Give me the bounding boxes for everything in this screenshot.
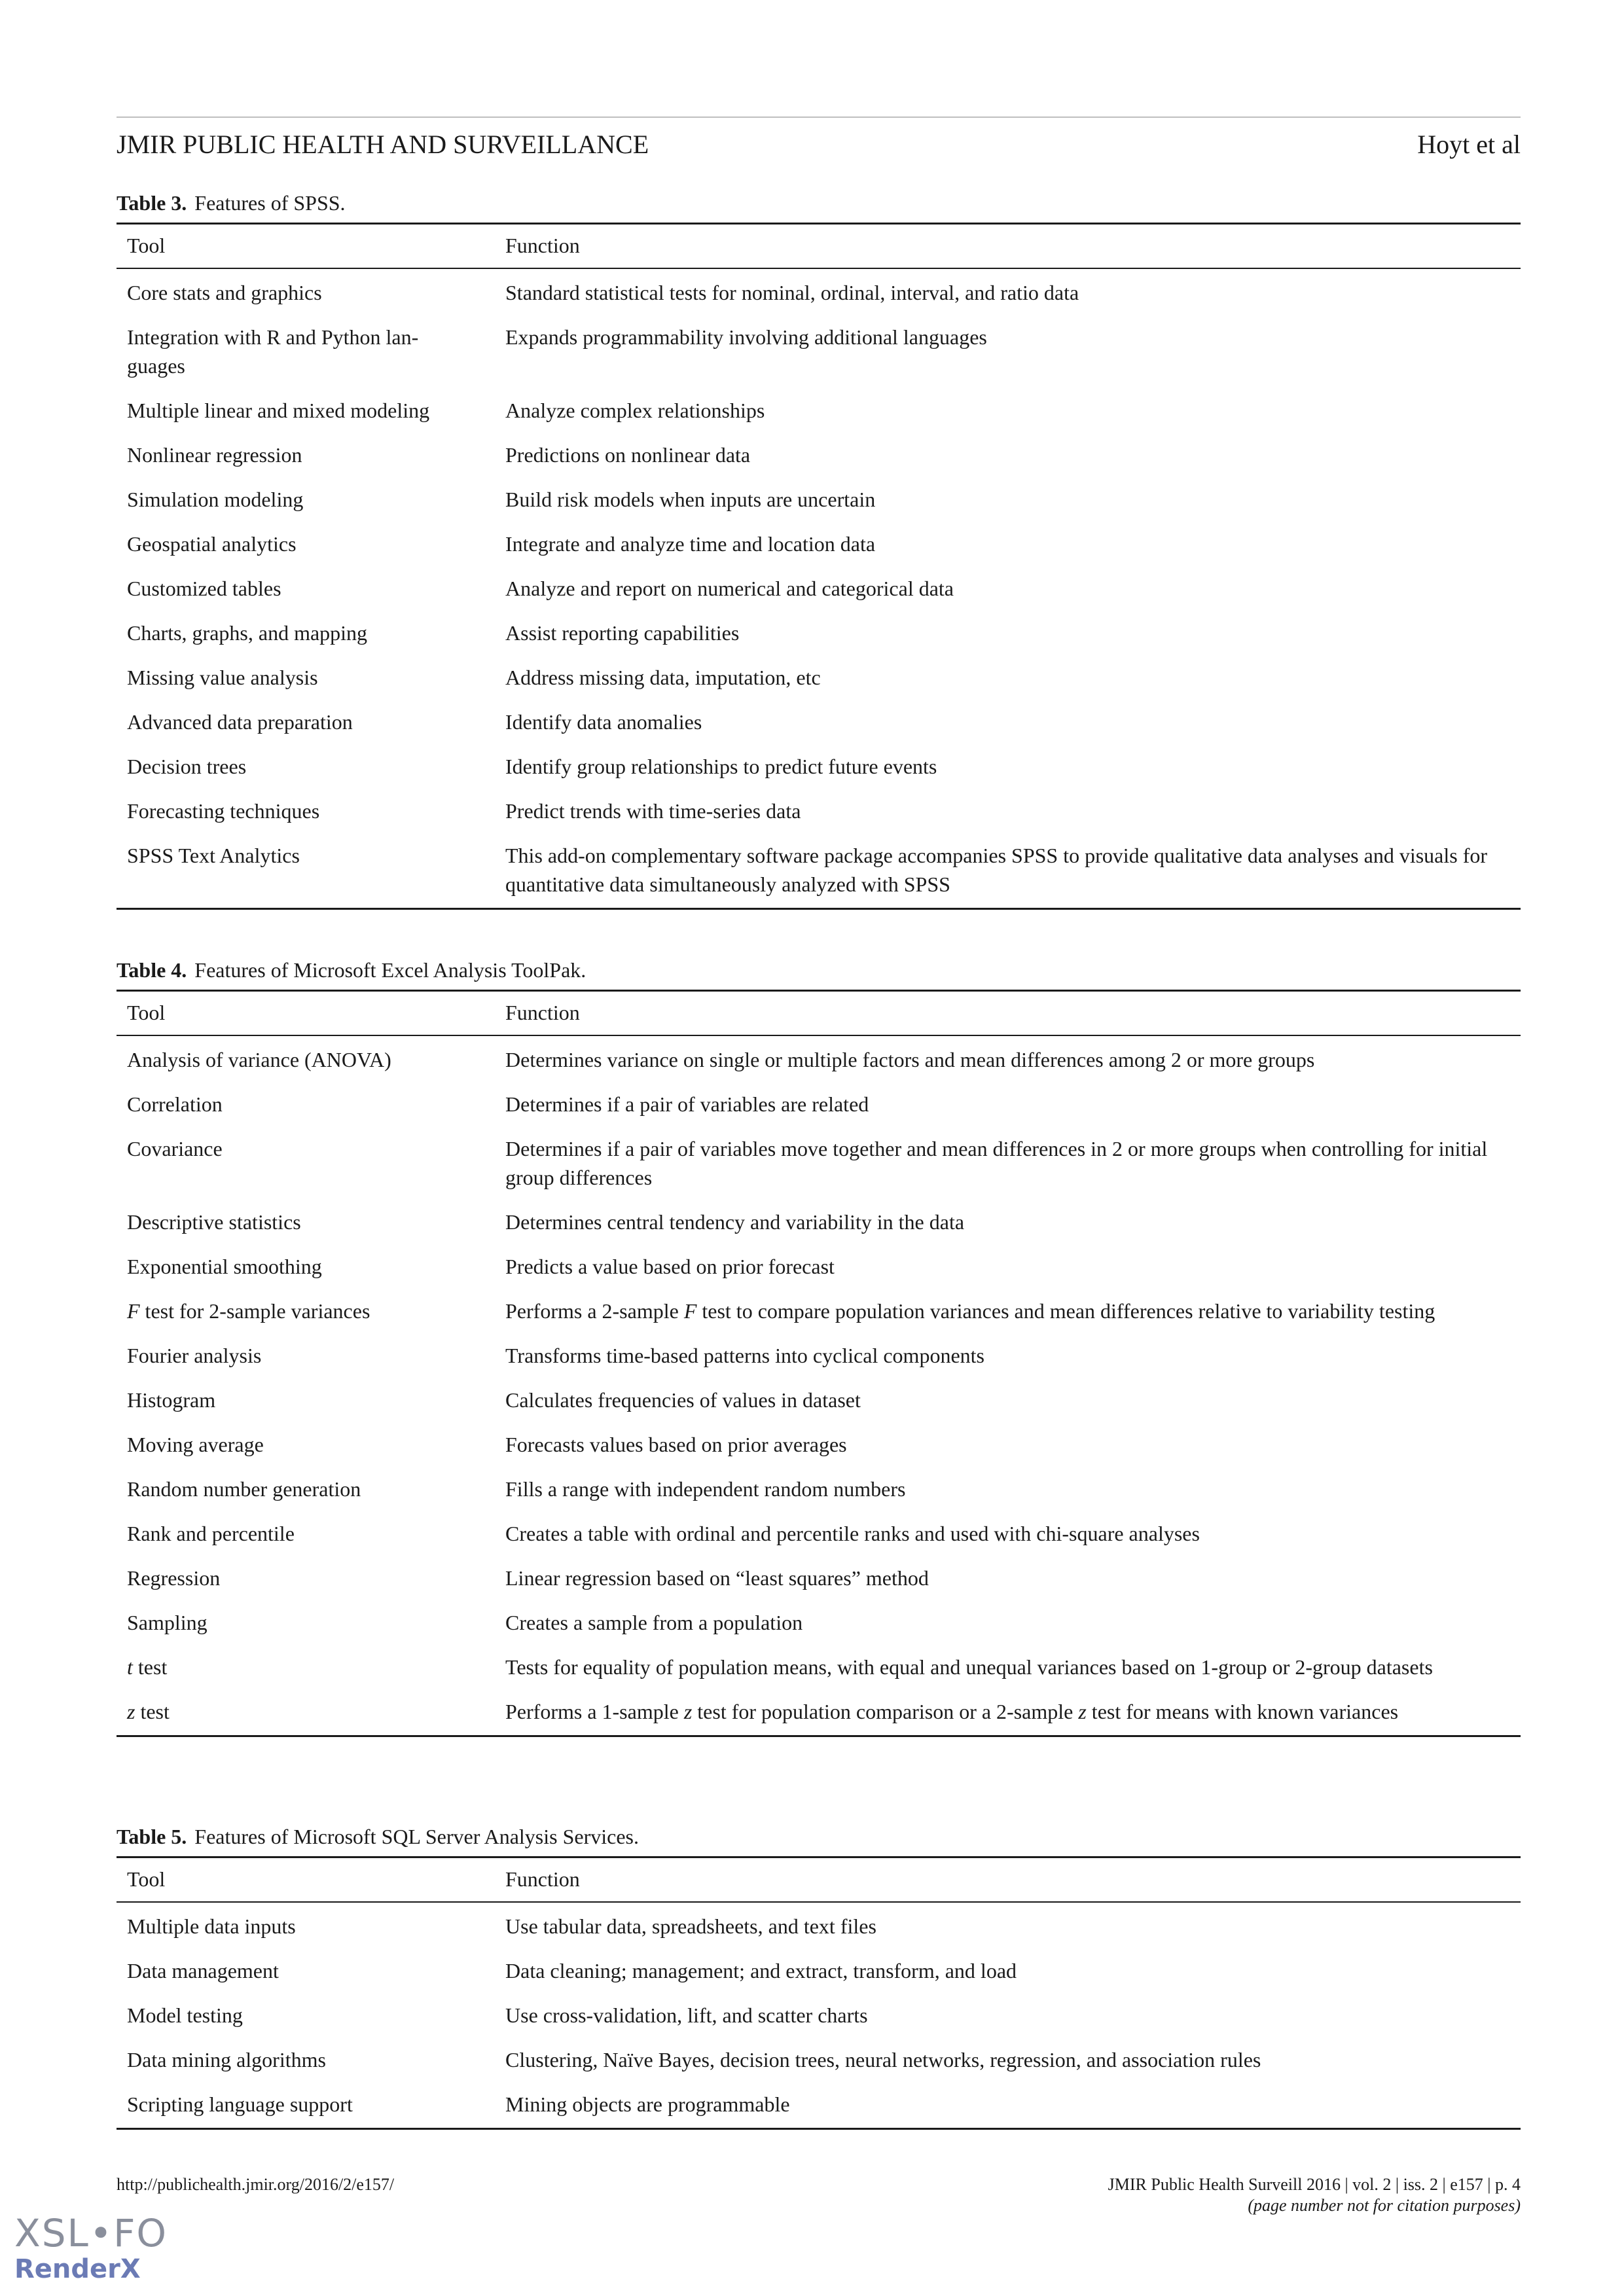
function-cell: Predicts a value based on prior forecast — [505, 1255, 835, 1278]
column-header-function: Function — [495, 224, 1521, 269]
table-row — [117, 1422, 1521, 1467]
table-row — [117, 268, 1521, 315]
table-row — [117, 1689, 1521, 1736]
table-row — [117, 1902, 1521, 1948]
tool-cell: Descriptive statistics — [127, 1210, 301, 1234]
table-row — [117, 1035, 1521, 1082]
table-row — [117, 477, 1521, 522]
tool-cell: Correlation — [127, 1092, 223, 1116]
table-row — [117, 744, 1521, 789]
function-cell: Address missing data, imputation, etc — [505, 666, 821, 689]
function-cell: Determines if a pair of variables are related — [505, 1092, 869, 1116]
table-label: Table 5. — [117, 1825, 187, 1848]
tool-cell: Core stats and graphics — [127, 281, 322, 304]
column-header-tool: Tool — [117, 224, 495, 269]
citation-line: JMIR Public Health Surveill 2016 | vol. 2 | iss. 2 | e157 | p. 4 — [1108, 2175, 1521, 2194]
table-row — [117, 388, 1521, 433]
table-row — [117, 1556, 1521, 1600]
tool-cell: Multiple linear and mixed modeling — [127, 399, 430, 422]
tool-cell: t test — [127, 1655, 168, 1679]
function-cell: Tests for equality of population means, with equal and unequal variances based on 1-group or 2-group datasets — [505, 1655, 1433, 1679]
function-cell: Creates a sample from a population — [505, 1611, 803, 1634]
table-row — [117, 700, 1521, 744]
tool-cell: Multiple data inputs — [127, 1914, 296, 1938]
table-row — [117, 1645, 1521, 1689]
table-row — [117, 1082, 1521, 1126]
table-row — [117, 1993, 1521, 2037]
journal-title: JMIR PUBLIC HEALTH AND SURVEILLANCE — [117, 130, 649, 159]
tool-cell: Missing value analysis — [127, 666, 318, 689]
tool-cell: Integration with R and Python lan- guages — [127, 325, 419, 378]
table-row — [117, 1244, 1521, 1289]
column-header-tool: Tool — [117, 991, 495, 1036]
function-cell: Linear regression based on “least squares” method — [505, 1566, 929, 1590]
footer-url[interactable] — [117, 2174, 394, 2195]
table-row — [117, 2037, 1521, 2082]
tool-cell: Forecasting techniques — [127, 799, 320, 823]
table-spss — [117, 223, 1521, 910]
table-row — [117, 522, 1521, 566]
function-cell: Transforms time-based patterns into cyclical components — [505, 1344, 984, 1367]
function-cell: Determines if a pair of variables move together and mean differences in 2 or more groups when controlling for initial group differences — [505, 1137, 1488, 1189]
table-title: Features of Microsoft Excel Analysis ToolPak. — [194, 958, 586, 982]
tool-cell: Analysis of variance (ANOVA) — [127, 1048, 391, 1071]
table-5-block — [117, 1823, 1521, 2130]
function-cell: Performs a 2-sample F test to compare population variances and mean differences relative to variability testing — [505, 1299, 1435, 1323]
tool-cell: F test for 2-sample variances — [127, 1299, 370, 1323]
tool-cell: Histogram — [127, 1388, 216, 1412]
table-4-block — [117, 957, 1521, 1737]
table-row — [117, 1600, 1521, 1645]
function-cell: Predict trends with time-series data — [505, 799, 801, 823]
tool-cell: Advanced data preparation — [127, 710, 353, 734]
table-sql-server-analysis-services — [117, 1856, 1521, 2130]
table-row — [117, 1948, 1521, 1993]
tool-cell: Model testing — [127, 2003, 243, 2027]
table-row — [117, 833, 1521, 909]
tool-cell: SPSS Text Analytics — [117, 833, 495, 909]
tool-cell: Fourier analysis — [127, 1344, 262, 1367]
table-row — [117, 1378, 1521, 1422]
tool-cell: Rank and percentile — [127, 1522, 295, 1545]
column-header-tool: Tool — [117, 1857, 495, 1903]
watermark-line-2: RenderX — [14, 2254, 141, 2284]
table-excel-toolpak — [117, 990, 1521, 1737]
function-cell: Use cross-validation, lift, and scatter charts — [505, 2003, 868, 2027]
tool-cell: Scripting language support — [117, 2082, 495, 2129]
column-header-function: Function — [495, 1857, 1521, 1903]
table-caption — [117, 1823, 1521, 1850]
table-header-row — [117, 224, 1521, 269]
table-row — [117, 789, 1521, 833]
footer-citation — [1108, 2174, 1521, 2216]
function-cell: Expands programmability involving additional languages — [505, 325, 987, 349]
table-3-block — [117, 190, 1521, 910]
function-cell: Performs a 1-sample z test for population comparison or a 2-sample z test for means with known variances — [495, 1689, 1521, 1736]
table-row — [117, 611, 1521, 655]
table-row — [117, 566, 1521, 611]
tool-cell: Moving average — [127, 1433, 264, 1456]
document-page — [117, 0, 1521, 2296]
tool-cell: Simulation modeling — [127, 488, 304, 511]
tool-cell: Data mining algorithms — [127, 2048, 326, 2072]
table-row — [117, 1511, 1521, 1556]
function-cell: Creates a table with ordinal and percentile ranks and used with chi-square analyses — [505, 1522, 1200, 1545]
tool-cell: Data management — [127, 1959, 279, 1982]
function-cell: Identify data anomalies — [505, 710, 702, 734]
table-label: Table 3. — [117, 191, 187, 215]
table-caption — [117, 190, 1521, 216]
function-cell: Fills a range with independent random numbers — [505, 1477, 906, 1501]
function-cell: Data cleaning; management; and extract, transform, and load — [505, 1959, 1017, 1982]
table-header-row — [117, 991, 1521, 1036]
table-title: Features of Microsoft SQL Server Analysis Services. — [194, 1825, 639, 1848]
table-label: Table 4. — [117, 958, 187, 982]
xslfo-renderx-watermark — [14, 2212, 168, 2284]
function-cell: Determines variance on single or multiple factors and mean differences among 2 or more groups — [505, 1048, 1315, 1071]
function-cell: Analyze and report on numerical and categorical data — [505, 577, 954, 600]
function-cell: Forecasts values based on prior averages — [505, 1433, 847, 1456]
author-line: Hoyt et al — [1417, 130, 1521, 159]
table-row — [117, 1467, 1521, 1511]
watermark-line-1: XSL•FO — [14, 2211, 168, 2255]
function-cell: Mining objects are programmable — [495, 2082, 1521, 2129]
table-row — [117, 1200, 1521, 1244]
tool-cell: Geospatial analytics — [127, 532, 297, 556]
tool-cell: Customized tables — [127, 577, 281, 600]
table-row — [117, 1333, 1521, 1378]
column-header-function: Function — [495, 991, 1521, 1036]
function-cell: Standard statistical tests for nominal, ordinal, interval, and ratio data — [505, 281, 1079, 304]
function-cell: Determines central tendency and variability in the data — [505, 1210, 965, 1234]
table-row — [117, 315, 1521, 388]
function-cell: Predictions on nonlinear data — [505, 443, 751, 467]
table-row — [117, 1126, 1521, 1200]
tool-cell: Random number generation — [127, 1477, 361, 1501]
table-caption — [117, 957, 1521, 983]
page-note: (page number not for citation purposes) — [1248, 2196, 1521, 2215]
tool-cell: z test — [117, 1689, 495, 1736]
function-cell: Clustering, Naïve Bayes, decision trees, neural networks, regression, and association rules — [505, 2048, 1261, 2072]
function-cell: Calculates frequencies of values in dataset — [505, 1388, 861, 1412]
table-row — [117, 2082, 1521, 2129]
article-url-link[interactable]: http://publichealth.jmir.org/2016/2/e157/ — [117, 2175, 395, 2194]
function-cell: Build risk models when inputs are uncertain — [505, 488, 876, 511]
function-cell: This add-on complementary software package accompanies SPSS to provide qualitative data analyses and visuals for quantitative data simultaneously analyzed with SPSS — [495, 833, 1521, 909]
function-cell: Integrate and analyze time and location data — [505, 532, 876, 556]
table-title: Features of SPSS. — [194, 191, 346, 215]
table-row — [117, 433, 1521, 477]
running-header — [117, 117, 1521, 161]
tool-cell: Covariance — [127, 1137, 223, 1160]
function-cell: Identify group relationships to predict future events — [505, 755, 937, 778]
tool-cell: Exponential smoothing — [127, 1255, 322, 1278]
tool-cell: Regression — [127, 1566, 221, 1590]
function-cell: Assist reporting capabilities — [505, 621, 740, 645]
function-cell: Use tabular data, spreadsheets, and text files — [505, 1914, 876, 1938]
function-cell: Analyze complex relationships — [505, 399, 765, 422]
table-row — [117, 655, 1521, 700]
tool-cell: Charts, graphs, and mapping — [127, 621, 368, 645]
table-header-row — [117, 1857, 1521, 1903]
tool-cell: Sampling — [127, 1611, 208, 1634]
tool-cell: Nonlinear regression — [127, 443, 302, 467]
table-row — [117, 1289, 1521, 1333]
tool-cell: Decision trees — [127, 755, 247, 778]
